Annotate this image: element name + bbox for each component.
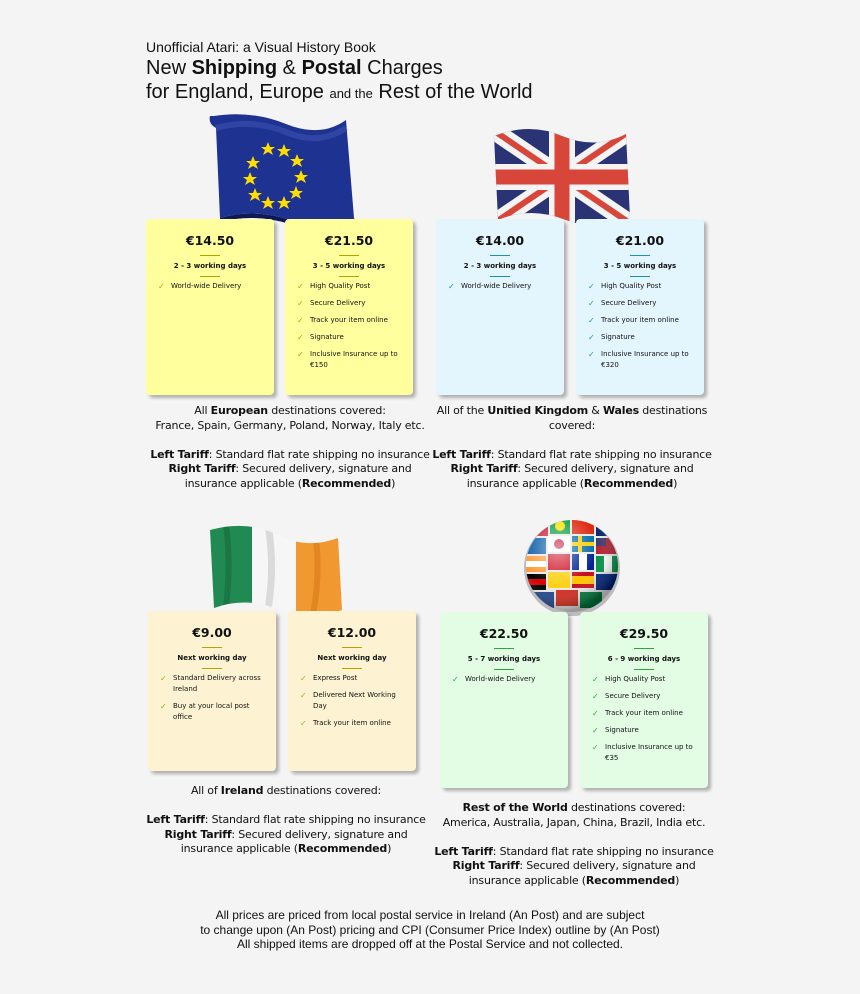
divider xyxy=(494,669,514,670)
world-flags-globe-icon xyxy=(522,516,622,616)
divider xyxy=(202,668,222,669)
feature-item xyxy=(450,674,558,685)
feature-item xyxy=(586,349,694,371)
left-tariff-line: Left Tariff: Standard flat rate shipping no insurance xyxy=(146,813,426,826)
coverage-line-2: covered: xyxy=(548,418,596,432)
check-icon: ✓ xyxy=(592,709,599,718)
world-secured-tariff-card xyxy=(580,612,708,788)
check-icon: ✓ xyxy=(160,674,167,683)
feature-item xyxy=(295,315,403,326)
feature-label: High Quality Post xyxy=(605,675,666,683)
eu-flag-icon xyxy=(206,114,356,224)
left-tariff-line: Left Tariff: Standard flat rate shipping no insurance xyxy=(434,844,714,858)
delivery-days: 3 - 5 working days xyxy=(603,262,677,270)
price: €29.50 xyxy=(619,626,669,641)
check-icon: ✓ xyxy=(592,743,599,752)
page-header xyxy=(146,38,533,106)
countries-line: France, Spain, Germany, Poland, Norway, Italy etc. xyxy=(155,418,425,432)
feature-label: Inclusive Insurance up to €320 xyxy=(601,350,689,369)
feature-label: High Quality Post xyxy=(310,282,371,290)
divider xyxy=(339,255,359,256)
feature-item xyxy=(295,349,403,371)
delivery-days: 2 - 3 working days xyxy=(173,262,247,270)
book-subtitle: Unofficial Atari: a Visual History Book xyxy=(146,39,376,55)
uk-description xyxy=(422,404,722,491)
uk-standard-tariff-card xyxy=(436,219,564,395)
feature-list xyxy=(298,673,406,729)
feature-label: Signature xyxy=(605,726,639,734)
divider xyxy=(630,276,650,277)
feature-item xyxy=(295,281,403,292)
check-icon: ✓ xyxy=(300,691,307,700)
check-icon: ✓ xyxy=(592,675,599,684)
delivery-days: Next working day xyxy=(317,654,387,662)
feature-item xyxy=(590,742,698,764)
coverage-line: All European destinations covered: xyxy=(194,404,386,417)
price: €14.50 xyxy=(185,233,235,248)
feature-list xyxy=(446,281,554,292)
delivery-days: 3 - 5 working days xyxy=(312,262,386,270)
check-icon: ✓ xyxy=(448,282,455,291)
feature-label: Express Post xyxy=(313,674,358,682)
feature-item xyxy=(590,708,698,719)
delivery-days: 2 - 3 working days xyxy=(463,262,537,270)
divider xyxy=(634,669,654,670)
feature-label: Track your item online xyxy=(310,316,388,324)
feature-label: Secure Delivery xyxy=(310,299,366,307)
feature-label: Inclusive Insurance up to €35 xyxy=(605,743,693,762)
feature-label: Signature xyxy=(310,333,344,341)
union-jack-icon xyxy=(490,128,634,226)
disclaimer-line-2: to change upon (An Post) pricing and CPI (Consumer Price Index) outline by (An Post) xyxy=(200,922,660,937)
divider xyxy=(342,668,362,669)
feature-label: High Quality Post xyxy=(601,282,662,290)
check-icon: ✓ xyxy=(300,674,307,683)
check-icon: ✓ xyxy=(297,350,304,359)
divider xyxy=(630,255,650,256)
check-icon: ✓ xyxy=(452,675,459,684)
divider xyxy=(200,255,220,256)
price: €21.00 xyxy=(615,233,665,248)
feature-item xyxy=(590,674,698,685)
disclaimer-line-1: All prices are priced from local postal service in Ireland (An Post) and are subject xyxy=(215,908,645,922)
insurance-line: insurance applicable (Recommended) xyxy=(468,873,680,887)
insurance-line: insurance applicable (Recommended) xyxy=(180,842,392,855)
check-icon: ✓ xyxy=(297,333,304,342)
delivery-days: Next working day xyxy=(177,654,247,662)
feature-label: World-wide Delivery xyxy=(465,675,536,683)
feature-item xyxy=(586,315,694,326)
price: €9.00 xyxy=(192,625,232,640)
feature-item xyxy=(590,691,698,702)
feature-list xyxy=(158,673,266,723)
feature-label: Buy at your local post office xyxy=(173,702,250,721)
feature-item xyxy=(156,281,264,292)
feature-item xyxy=(446,281,554,292)
check-icon: ✓ xyxy=(158,282,165,291)
world-description xyxy=(424,801,724,888)
left-tariff-line: Left Tariff: Standard flat rate shipping no insurance xyxy=(150,447,430,461)
feature-list xyxy=(295,281,403,371)
europe-secured-tariff-card xyxy=(285,219,413,395)
divider xyxy=(200,276,220,277)
feature-label: Standard Delivery across Ireland xyxy=(173,674,261,693)
ireland-description xyxy=(136,784,436,857)
divider xyxy=(634,648,654,649)
delivery-days: 6 - 9 working days xyxy=(607,655,681,663)
feature-label: World-wide Delivery xyxy=(171,282,242,290)
europe-description xyxy=(140,404,440,491)
right-tariff-line: Right Tariff: Secured delivery, signature and xyxy=(168,462,412,475)
irish-flag-icon xyxy=(206,524,342,620)
disclaimer-line-3: All shipped items are dropped off at the Postal Service and not collected. xyxy=(236,937,623,951)
ireland-express-tariff-card xyxy=(288,611,416,771)
check-icon: ✓ xyxy=(592,692,599,701)
divider xyxy=(494,648,514,649)
insurance-line: insurance applicable (Recommended) xyxy=(466,476,678,490)
delivery-days: 5 - 7 working days xyxy=(467,655,541,663)
feature-item xyxy=(586,332,694,343)
page-title-line-2: for England, Europe and the Rest of the World xyxy=(146,81,533,103)
feature-item xyxy=(586,298,694,309)
coverage-line: All of Ireland destinations covered: xyxy=(190,784,382,797)
check-icon: ✓ xyxy=(588,350,595,359)
feature-item xyxy=(298,673,406,684)
divider xyxy=(339,276,359,277)
ireland-standard-tariff-card xyxy=(148,611,276,771)
feature-label: Signature xyxy=(601,333,635,341)
feature-label: Track your item online xyxy=(605,709,683,717)
feature-list xyxy=(590,674,698,764)
feature-list xyxy=(450,674,558,685)
check-icon: ✓ xyxy=(588,282,595,291)
check-icon: ✓ xyxy=(300,719,307,728)
feature-list xyxy=(156,281,264,292)
check-icon: ✓ xyxy=(297,316,304,325)
feature-label: World-wide Delivery xyxy=(461,282,532,290)
feature-label: Delivered Next Working Day xyxy=(313,691,396,710)
insurance-line: insurance applicable (Recommended) xyxy=(184,476,396,490)
price: €14.00 xyxy=(475,233,525,248)
check-icon: ✓ xyxy=(588,316,595,325)
feature-item xyxy=(298,718,406,729)
feature-item xyxy=(298,690,406,712)
price: €12.00 xyxy=(327,625,377,640)
left-tariff-line: Left Tariff: Standard flat rate shipping no insurance xyxy=(432,447,712,461)
feature-item xyxy=(590,725,698,736)
right-tariff-line: Right Tariff: Secured delivery, signature and xyxy=(450,462,694,475)
feature-label: Inclusive Insurance up to €150 xyxy=(310,350,398,369)
divider xyxy=(202,647,222,648)
feature-list xyxy=(586,281,694,371)
divider xyxy=(342,647,362,648)
feature-item xyxy=(295,332,403,343)
page-title-line-1: New Shipping & Postal Charges xyxy=(146,57,443,79)
price: €21.50 xyxy=(324,233,374,248)
check-icon: ✓ xyxy=(297,282,304,291)
feature-item xyxy=(158,673,266,695)
world-standard-tariff-card xyxy=(440,612,568,788)
uk-secured-tariff-card xyxy=(576,219,704,395)
pricing-disclaimer xyxy=(150,908,710,952)
feature-label: Track your item online xyxy=(601,316,679,324)
check-icon: ✓ xyxy=(160,702,167,711)
feature-label: Secure Delivery xyxy=(605,692,661,700)
coverage-line: All of the Unitied Kingdom & Wales destinations xyxy=(436,404,708,417)
right-tariff-line: Right Tariff: Secured delivery, signature and xyxy=(164,827,408,841)
feature-item xyxy=(295,298,403,309)
check-icon: ✓ xyxy=(588,333,595,342)
countries-line: America, Australia, Japan, China, Brazil, India etc. xyxy=(442,815,706,829)
right-tariff-line: Right Tariff: Secured delivery, signature and xyxy=(452,859,696,872)
check-icon: ✓ xyxy=(588,299,595,308)
feature-item xyxy=(586,281,694,292)
check-icon: ✓ xyxy=(592,726,599,735)
coverage-line: Rest of the World destinations covered: xyxy=(462,801,686,814)
feature-item xyxy=(158,701,266,723)
feature-label: Track your item online xyxy=(313,719,391,727)
feature-label: Secure Delivery xyxy=(601,299,657,307)
check-icon: ✓ xyxy=(297,299,304,308)
europe-standard-tariff-card xyxy=(146,219,274,395)
divider xyxy=(490,276,510,277)
price: €22.50 xyxy=(479,626,529,641)
divider xyxy=(490,255,510,256)
